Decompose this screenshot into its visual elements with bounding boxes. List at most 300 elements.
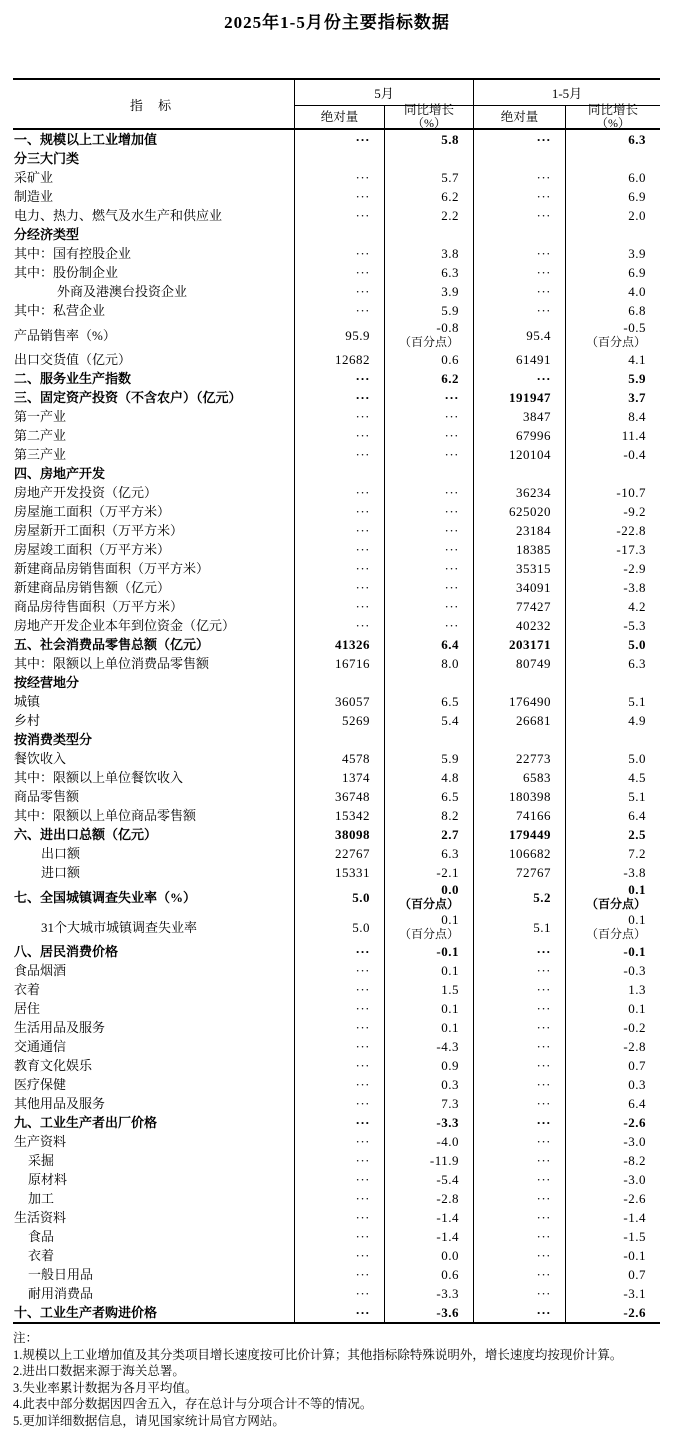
may-absolute-cell: ···	[294, 263, 384, 282]
row-label: 新建商品房销售面积（万平方米）	[14, 561, 210, 576]
cum-absolute-cell: ···	[473, 263, 565, 282]
table-row	[13, 999, 660, 1018]
cum-absolute-cell: 18385	[473, 540, 565, 559]
cum-absolute-cell: 72767	[473, 863, 565, 882]
may-absolute-cell: ···	[294, 980, 384, 999]
cum-absolute-cell: 36234	[473, 483, 565, 502]
row-label: 按消费类型分	[14, 732, 93, 747]
row-label: 生活资料	[14, 1210, 67, 1225]
row-label: 其他用品及服务	[14, 1096, 106, 1111]
may-absolute-cell: ···	[294, 1113, 384, 1132]
cum-yoy-cell: -2.8	[565, 1037, 660, 1056]
may-absolute-cell: ···	[294, 130, 384, 149]
row-label: 新建商品房销售额（亿元）	[14, 580, 171, 595]
cum-absolute-cell: 22773	[473, 749, 565, 768]
cum-absolute-cell: 67996	[473, 426, 565, 445]
table-row	[13, 844, 660, 863]
indicators-table	[13, 78, 660, 1324]
cum-yoy-cell: -0.3	[565, 961, 660, 980]
may-yoy-cell: 0.6	[384, 1265, 473, 1284]
cum-yoy-cell	[565, 225, 660, 244]
may-absolute-cell: 22767	[294, 844, 384, 863]
cum-yoy-cell: 5.9	[565, 369, 660, 388]
table-row	[13, 1094, 660, 1113]
row-label: 分经济类型	[14, 227, 80, 242]
may-yoy-cell: ···	[384, 578, 473, 597]
row-label: 八、居民消费价格	[14, 944, 119, 959]
cum-absolute-cell: ···	[473, 282, 565, 301]
cum-absolute-cell: 26681	[473, 711, 565, 730]
may-yoy-cell: 2.2	[384, 206, 473, 225]
may-yoy-cell: 4.8	[384, 768, 473, 787]
row-label: 分三大门类	[14, 151, 80, 166]
may-absolute-cell: ···	[294, 1303, 384, 1322]
may-absolute-cell: 1374	[294, 768, 384, 787]
may-absolute-cell: ···	[294, 961, 384, 980]
may-yoy-cell: ···	[384, 540, 473, 559]
cum-absolute-cell: 203171	[473, 635, 565, 654]
row-label: 十、工业生产者购进价格	[14, 1305, 158, 1320]
may-yoy-cell: 8.2	[384, 806, 473, 825]
may-absolute-cell: ···	[294, 578, 384, 597]
row-label: 加工	[28, 1191, 55, 1206]
row-label: 交通通信	[14, 1039, 67, 1054]
may-yoy-cell	[384, 149, 473, 168]
cum-absolute-cell: ···	[473, 168, 565, 187]
cum-yoy-cell: 11.4	[565, 426, 660, 445]
cum-absolute-cell: 106682	[473, 844, 565, 863]
cum-yoy-cell: 6.3	[565, 654, 660, 673]
cum-absolute-cell	[473, 225, 565, 244]
may-yoy-cell: 6.3	[384, 844, 473, 863]
may-absolute-cell: ···	[294, 1208, 384, 1227]
may-absolute-cell	[294, 464, 384, 483]
header-indicator: 指 标	[129, 97, 178, 113]
cum-absolute-cell: ···	[473, 1094, 565, 1113]
may-absolute-cell	[294, 673, 384, 692]
table-row	[13, 1208, 660, 1227]
header-sub-label: 同比增长	[587, 103, 638, 117]
row-label: 其中：限额以上单位商品零售额	[14, 808, 197, 823]
table-row	[13, 882, 660, 912]
may-absolute-cell: ···	[294, 206, 384, 225]
may-absolute-cell: ···	[294, 301, 384, 320]
table-row	[13, 320, 660, 350]
may-absolute-cell	[294, 730, 384, 749]
table-row	[13, 1265, 660, 1284]
may-absolute-cell: 36748	[294, 787, 384, 806]
row-label: 衣着	[28, 1248, 55, 1263]
cum-absolute-cell: 120104	[473, 445, 565, 464]
row-label: 医疗保健	[14, 1077, 67, 1092]
cum-yoy-cell: -5.3	[565, 616, 660, 635]
may-absolute-cell: 16716	[294, 654, 384, 673]
cum-yoy-cell: -22.8	[565, 521, 660, 540]
cum-absolute-cell: 40232	[473, 616, 565, 635]
may-yoy-cell: 5.9	[384, 749, 473, 768]
row-label: 房屋竣工面积（万平方米）	[14, 542, 171, 557]
may-yoy-cell: ···	[384, 445, 473, 464]
row-label: 按经营地分	[14, 675, 80, 690]
may-absolute-cell: ···	[294, 369, 384, 388]
may-absolute-cell: ···	[294, 502, 384, 521]
may-absolute-cell: 15331	[294, 863, 384, 882]
cum-yoy-cell	[565, 149, 660, 168]
table-row	[13, 787, 660, 806]
cum-yoy-cell: -8.2	[565, 1151, 660, 1170]
table-row	[13, 350, 660, 369]
may-absolute-cell: ···	[294, 483, 384, 502]
cum-absolute-cell: 34091	[473, 578, 565, 597]
row-label: 三、固定资产投资（不含农户）（亿元）	[14, 390, 242, 405]
cum-yoy-cell: 4.1	[565, 350, 660, 369]
row-label: 其中：股份制企业	[14, 265, 119, 280]
table-row	[13, 225, 660, 244]
table-row	[13, 692, 660, 711]
cum-yoy-cell: -2.6	[565, 1189, 660, 1208]
may-absolute-cell: ···	[294, 1075, 384, 1094]
may-yoy-cell: 0.1	[384, 1018, 473, 1037]
cum-yoy-cell: 6.3	[565, 130, 660, 149]
cum-absolute-cell: ···	[473, 369, 565, 388]
cum-yoy-cell: 6.4	[565, 806, 660, 825]
row-label: 餐饮收入	[14, 751, 67, 766]
header-sub-cum-yoy	[565, 103, 660, 130]
cum-yoy-cell: 6.9	[565, 187, 660, 206]
table-row	[13, 1227, 660, 1246]
cum-yoy-cell: 5.0	[565, 635, 660, 654]
cum-absolute-cell: 191947	[473, 388, 565, 407]
table-row	[13, 1075, 660, 1094]
may-yoy-cell: 5.9	[384, 301, 473, 320]
note-line: 1.规模以上工业增加值及其分类项目增长速度按可比价计算；其他指标除特殊说明外，增长速度均按现价计算。	[13, 1347, 623, 1362]
may-yoy-cell: 5.4	[384, 711, 473, 730]
table-header	[13, 80, 660, 130]
cum-absolute-cell: 179449	[473, 825, 565, 844]
may-yoy-cell: -2.8	[384, 1189, 473, 1208]
row-label: 其中：限额以上单位消费品零售额	[14, 656, 210, 671]
may-absolute-cell: ···	[294, 1265, 384, 1284]
may-yoy-cell: 6.4	[384, 635, 473, 654]
cum-absolute-cell: 176490	[473, 692, 565, 711]
header-sub-may-yoy	[384, 103, 473, 130]
may-yoy-cell: -3.3	[384, 1284, 473, 1303]
row-label: 采掘	[28, 1153, 55, 1168]
cum-yoy-cell: -1.4	[565, 1208, 660, 1227]
may-absolute-cell: ···	[294, 282, 384, 301]
table-row	[13, 654, 660, 673]
table-row	[13, 616, 660, 635]
cum-yoy-cell: -3.8	[565, 578, 660, 597]
cum-yoy-cell: 5.1	[565, 787, 660, 806]
may-yoy-cell: 2.7	[384, 825, 473, 844]
table-row	[13, 1303, 660, 1322]
may-yoy-cell: 6.5	[384, 787, 473, 806]
may-yoy-cell: 5.8	[384, 130, 473, 149]
table-row	[13, 768, 660, 787]
row-label: 进口额	[41, 865, 81, 880]
may-absolute-cell: ···	[294, 426, 384, 445]
table-row	[13, 711, 660, 730]
cum-absolute-cell: ···	[473, 301, 565, 320]
may-yoy-cell: -4.0	[384, 1132, 473, 1151]
cum-absolute-cell: ···	[473, 1056, 565, 1075]
cum-yoy-cell: 0.1	[565, 999, 660, 1018]
cum-absolute-cell: ···	[473, 1113, 565, 1132]
may-absolute-cell: ···	[294, 407, 384, 426]
cum-yoy-cell: 0.3	[565, 1075, 660, 1094]
cum-yoy-cell: -0.5 （百分点）	[565, 320, 660, 350]
cum-absolute-cell	[473, 673, 565, 692]
row-label: 房屋施工面积（万平方米）	[14, 504, 171, 519]
may-yoy-cell: -1.4	[384, 1208, 473, 1227]
row-label: 教育文化娱乐	[14, 1058, 93, 1073]
row-label: 产品销售率（%）	[14, 327, 116, 343]
table-row	[13, 578, 660, 597]
table-row	[13, 635, 660, 654]
table-row	[13, 301, 660, 320]
may-absolute-cell: ···	[294, 597, 384, 616]
header-sub-label: 绝对量	[320, 109, 359, 124]
row-label: 出口交货值（亿元）	[14, 352, 132, 367]
cum-yoy-cell: -3.1	[565, 1284, 660, 1303]
header-sub-unit: （%）	[596, 116, 630, 130]
may-yoy-cell: 8.0	[384, 654, 473, 673]
may-absolute-cell: 5269	[294, 711, 384, 730]
table-row	[13, 369, 660, 388]
table-row	[13, 407, 660, 426]
row-label: 原材料	[28, 1172, 68, 1187]
may-absolute-cell: ···	[294, 942, 384, 961]
may-yoy-cell	[384, 730, 473, 749]
cum-absolute-cell: ···	[473, 980, 565, 999]
may-absolute-cell: 38098	[294, 825, 384, 844]
table-row	[13, 1113, 660, 1132]
cum-absolute-cell: ···	[473, 1132, 565, 1151]
cum-yoy-cell: -9.2	[565, 502, 660, 521]
cum-absolute-cell: 625020	[473, 502, 565, 521]
may-absolute-cell: ···	[294, 1018, 384, 1037]
cum-yoy-cell: -2.9	[565, 559, 660, 578]
may-yoy-cell	[384, 225, 473, 244]
row-label: 二、服务业生产指数	[14, 371, 132, 386]
may-absolute-cell: ···	[294, 1094, 384, 1113]
may-absolute-cell: ···	[294, 1246, 384, 1265]
table-row	[13, 1189, 660, 1208]
row-label: 居住	[14, 1001, 41, 1016]
may-yoy-cell: -3.3	[384, 1113, 473, 1132]
header-group-may: 5月	[294, 80, 473, 106]
table-row	[13, 1037, 660, 1056]
header-sub-label: 同比增长	[403, 103, 454, 117]
may-yoy-cell: -11.9	[384, 1151, 473, 1170]
cum-absolute-cell: 5.1	[473, 912, 565, 942]
header-sub-may-absolute	[294, 106, 384, 128]
row-label: 其中：国有控股企业	[14, 246, 132, 261]
table-row	[13, 445, 660, 464]
may-yoy-cell: ···	[384, 559, 473, 578]
row-label: 其中：私营企业	[14, 303, 106, 318]
cum-absolute-cell: 80749	[473, 654, 565, 673]
cum-yoy-cell: 1.3	[565, 980, 660, 999]
table-row	[13, 244, 660, 263]
cum-yoy-cell: 3.7	[565, 388, 660, 407]
may-yoy-cell: -1.4	[384, 1227, 473, 1246]
table-row	[13, 730, 660, 749]
table-row	[13, 187, 660, 206]
cum-yoy-cell: 3.9	[565, 244, 660, 263]
may-absolute-cell: ···	[294, 1132, 384, 1151]
cum-absolute-cell	[473, 149, 565, 168]
cum-absolute-cell: 77427	[473, 597, 565, 616]
cum-absolute-cell: ···	[473, 942, 565, 961]
row-label: 乡村	[14, 713, 41, 728]
may-yoy-cell: 0.1	[384, 999, 473, 1018]
cum-absolute-cell: ···	[473, 1189, 565, 1208]
may-absolute-cell: 12682	[294, 350, 384, 369]
may-yoy-cell: 6.2	[384, 187, 473, 206]
cum-absolute-cell: ···	[473, 1265, 565, 1284]
cum-yoy-cell: -3.8	[565, 863, 660, 882]
cum-absolute-cell: 3847	[473, 407, 565, 426]
may-absolute-cell: ···	[294, 559, 384, 578]
may-yoy-cell: 6.2	[384, 369, 473, 388]
cum-yoy-cell: 4.9	[565, 711, 660, 730]
row-label: 房屋新开工面积（万平方米）	[14, 523, 184, 538]
may-yoy-cell: ···	[384, 407, 473, 426]
cum-yoy-cell: 0.7	[565, 1265, 660, 1284]
table-row	[13, 426, 660, 445]
row-label: 商品零售额	[14, 789, 80, 804]
may-yoy-cell: 0.1	[384, 961, 473, 980]
row-label: 商品房待售面积（万平方米）	[14, 599, 184, 614]
cum-absolute-cell: 6583	[473, 768, 565, 787]
row-label: 五、社会消费品零售总额（亿元）	[14, 637, 210, 652]
cum-yoy-cell	[565, 464, 660, 483]
may-absolute-cell: ···	[294, 445, 384, 464]
table-row	[13, 1018, 660, 1037]
may-absolute-cell: ···	[294, 521, 384, 540]
note-line: 3.失业率累计数据为各月平均值。	[13, 1380, 198, 1395]
cum-yoy-cell: 6.4	[565, 1094, 660, 1113]
may-yoy-cell: -4.3	[384, 1037, 473, 1056]
row-label: 食品	[28, 1229, 55, 1244]
cum-yoy-cell: 5.1	[565, 692, 660, 711]
may-absolute-cell: ···	[294, 540, 384, 559]
row-label: 生产资料	[14, 1134, 67, 1149]
may-absolute-cell	[294, 149, 384, 168]
row-label: 制造业	[14, 189, 54, 204]
cum-absolute-cell: 61491	[473, 350, 565, 369]
may-yoy-cell: ···	[384, 483, 473, 502]
cum-absolute-cell	[473, 464, 565, 483]
note-line: 注：	[13, 1331, 39, 1345]
may-absolute-cell: ···	[294, 616, 384, 635]
cum-yoy-cell: -0.4	[565, 445, 660, 464]
may-yoy-cell: ···	[384, 597, 473, 616]
table-row	[13, 149, 660, 168]
cum-absolute-cell: ···	[473, 1075, 565, 1094]
cum-absolute-cell: 95.4	[473, 320, 565, 350]
cum-yoy-cell: 2.5	[565, 825, 660, 844]
may-absolute-cell: ···	[294, 388, 384, 407]
cum-absolute-cell	[473, 730, 565, 749]
cum-yoy-cell: 4.0	[565, 282, 660, 301]
may-absolute-cell: 5.0	[294, 912, 384, 942]
may-yoy-cell: 0.6	[384, 350, 473, 369]
may-absolute-cell: ···	[294, 1227, 384, 1246]
table-row	[13, 282, 660, 301]
cum-absolute-cell: 5.2	[473, 882, 565, 912]
may-absolute-cell: ···	[294, 1170, 384, 1189]
cum-yoy-cell: -2.6	[565, 1303, 660, 1322]
table-row	[13, 168, 660, 187]
note-line: 5.更加详细数据信息，请见国家统计局官方网站。	[13, 1413, 285, 1428]
cum-absolute-cell: ···	[473, 206, 565, 225]
header-sub-label: 绝对量	[500, 109, 539, 124]
table-row	[13, 1284, 660, 1303]
may-yoy-cell: 3.8	[384, 244, 473, 263]
may-absolute-cell: ···	[294, 244, 384, 263]
may-absolute-cell: ···	[294, 1056, 384, 1075]
table-row	[13, 942, 660, 961]
note-line: 2.进出口数据来源于海关总署。	[13, 1364, 185, 1378]
may-absolute-cell: ···	[294, 1037, 384, 1056]
row-label: 采矿业	[14, 170, 54, 185]
row-label: 31个大城市城镇调查失业率	[41, 919, 198, 935]
note-line: 4.此表中部分数据因四舍五入，存在总计与分项合计不等的情况。	[13, 1397, 373, 1411]
table-row	[13, 1170, 660, 1189]
may-yoy-cell	[384, 464, 473, 483]
row-label: 衣着	[14, 982, 41, 997]
row-label: 七、全国城镇调查失业率（%）	[14, 889, 197, 905]
table-body	[13, 130, 660, 1322]
table-row	[13, 540, 660, 559]
may-yoy-cell: 5.7	[384, 168, 473, 187]
table-row	[13, 961, 660, 980]
cum-absolute-cell: ···	[473, 1151, 565, 1170]
table-row	[13, 464, 660, 483]
may-absolute-cell: ···	[294, 999, 384, 1018]
may-absolute-cell: 15342	[294, 806, 384, 825]
may-yoy-cell: ···	[384, 616, 473, 635]
table-row	[13, 502, 660, 521]
cum-yoy-cell	[565, 673, 660, 692]
row-label: 一般日用品	[28, 1267, 94, 1282]
may-yoy-cell: 6.3	[384, 263, 473, 282]
row-label: 其中：限额以上单位餐饮收入	[14, 770, 184, 785]
cum-yoy-cell	[565, 730, 660, 749]
cum-yoy-cell: 4.5	[565, 768, 660, 787]
row-label: 生活用品及服务	[14, 1020, 106, 1035]
table-row	[13, 263, 660, 282]
table-row	[13, 206, 660, 225]
may-yoy-cell: 0.3	[384, 1075, 473, 1094]
cum-absolute-cell: ···	[473, 1246, 565, 1265]
may-yoy-cell	[384, 673, 473, 692]
may-absolute-cell: 41326	[294, 635, 384, 654]
may-yoy-cell: ···	[384, 388, 473, 407]
table-row	[13, 806, 660, 825]
table-row	[13, 1246, 660, 1265]
may-yoy-cell: 0.0 （百分点）	[384, 882, 473, 912]
may-yoy-cell: 6.5	[384, 692, 473, 711]
cum-yoy-cell: -3.0	[565, 1170, 660, 1189]
row-label: 房地产开发企业本年到位资金（亿元）	[14, 618, 236, 633]
cum-yoy-cell: -0.2	[565, 1018, 660, 1037]
table-row	[13, 521, 660, 540]
cum-yoy-cell: 2.0	[565, 206, 660, 225]
